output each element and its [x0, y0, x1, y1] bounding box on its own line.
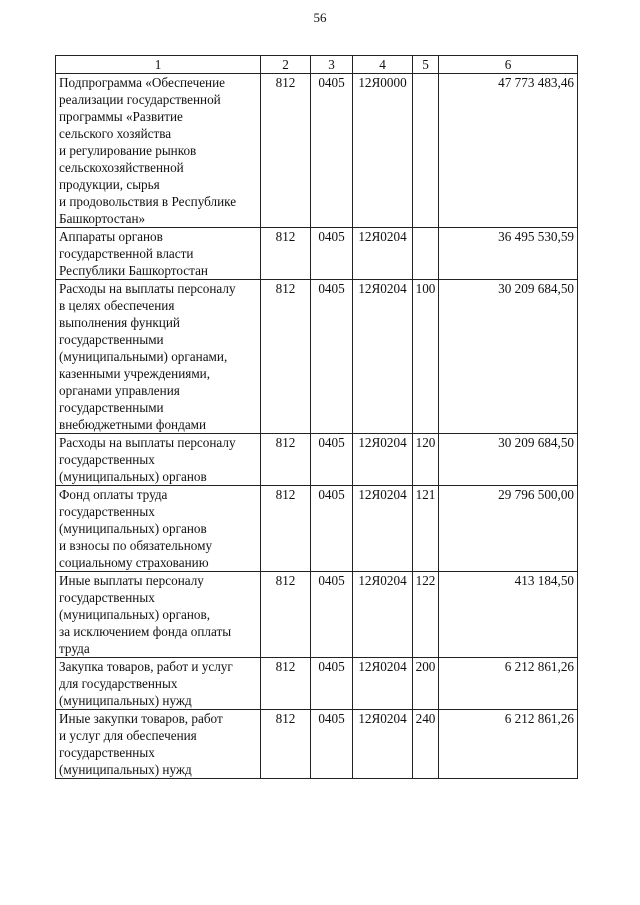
- row-code-target: 12Я0204: [353, 280, 413, 434]
- row-code-target: 12Я0204: [353, 434, 413, 486]
- row-amount: 6 212 861,26: [439, 710, 578, 779]
- table-body: [56, 74, 578, 779]
- row-amount: 413 184,50: [439, 572, 578, 658]
- row-code-ministry: 812: [261, 658, 311, 710]
- row-code-target: 12Я0204: [353, 228, 413, 280]
- header-col-3: 3: [311, 56, 353, 74]
- table-header: [56, 56, 578, 74]
- row-code-section: 0405: [311, 434, 353, 486]
- row-amount: 29 796 500,00: [439, 486, 578, 572]
- row-code-target: 12Я0204: [353, 572, 413, 658]
- row-code-target: 12Я0204: [353, 658, 413, 710]
- row-name-text: Подпрограмма «Обеспечение реализации государственной программы «Развитие сельского хозяйства и регулирование рынков сельскохозяйственной продукции, сырья и продовольствия в Республике Башкортостан»: [59, 75, 237, 226]
- table-row: [56, 434, 578, 486]
- row-code-ministry: 812: [261, 710, 311, 779]
- page-number: 56: [313, 10, 327, 25]
- row-code-expense-type: 121: [413, 486, 439, 572]
- row-name-text: Иные закупки товаров, работ и услуг для обеспечения государственных (муниципальных) нужд: [59, 711, 223, 777]
- row-code-expense-type: 120: [413, 434, 439, 486]
- row-amount: 47 773 483,46: [439, 74, 578, 228]
- row-code-expense-type: 240: [413, 710, 439, 779]
- row-code-section: 0405: [311, 572, 353, 658]
- row-amount: 6 212 861,26: [439, 658, 578, 710]
- header-col-2: 2: [261, 56, 311, 74]
- row-code-ministry: 812: [261, 228, 311, 280]
- row-code-ministry: 812: [261, 434, 311, 486]
- row-code-ministry: 812: [261, 74, 311, 228]
- row-name-text: Иные выплаты персоналу государственных (муниципальных) органов, за исключением фонда оплаты труда: [59, 573, 232, 656]
- header-row: [56, 56, 578, 74]
- table-row: [56, 658, 578, 710]
- table-row: [56, 710, 578, 779]
- row-name-text: Закупка товаров, работ и услуг для государственных (муниципальных) нужд: [59, 659, 233, 708]
- row-code-ministry: 812: [261, 572, 311, 658]
- row-amount: 30 209 684,50: [439, 280, 578, 434]
- table-row: [56, 280, 578, 434]
- row-name-text: Фонд оплаты труда государственных (муниципальных) органов и взносы по обязательному социальному страхованию: [59, 487, 213, 570]
- row-name: [56, 658, 261, 710]
- table-row: [56, 486, 578, 572]
- row-name-text: Аппараты органов государственной власти Республики Башкортостан: [59, 229, 208, 278]
- row-code-section: 0405: [311, 280, 353, 434]
- row-code-target: 12Я0204: [353, 486, 413, 572]
- row-name-text: Расходы на выплаты персоналу государственных (муниципальных) органов: [59, 435, 236, 484]
- row-name-text: Расходы на выплаты персоналу в целях обеспечения выполнения функций государственными (муниципальными) органами, казенными учреждениями, органами управления государственными внебюджетными фондами: [59, 281, 236, 432]
- row-code-expense-type: 200: [413, 658, 439, 710]
- row-name: [56, 280, 261, 434]
- header-col-6: 6: [439, 56, 578, 74]
- row-code-target: 12Я0204: [353, 710, 413, 779]
- row-name: [56, 434, 261, 486]
- table-row: [56, 572, 578, 658]
- row-code-ministry: 812: [261, 486, 311, 572]
- row-amount: 36 495 530,59: [439, 228, 578, 280]
- row-code-ministry: 812: [261, 280, 311, 434]
- row-name: [56, 572, 261, 658]
- row-amount: 30 209 684,50: [439, 434, 578, 486]
- row-code-section: 0405: [311, 74, 353, 228]
- row-code-target: 12Я0000: [353, 74, 413, 228]
- row-code-section: 0405: [311, 658, 353, 710]
- row-code-expense-type: 100: [413, 280, 439, 434]
- header-col-5: 5: [413, 56, 439, 74]
- header-col-4: 4: [353, 56, 413, 74]
- row-code-expense-type: [413, 74, 439, 228]
- header-col-1: 1: [56, 56, 261, 74]
- row-code-section: 0405: [311, 710, 353, 779]
- row-name: [56, 74, 261, 228]
- row-code-expense-type: [413, 228, 439, 280]
- row-code-expense-type: 122: [413, 572, 439, 658]
- table-row: [56, 74, 578, 228]
- row-name: [56, 228, 261, 280]
- row-code-section: 0405: [311, 228, 353, 280]
- table-row: [56, 228, 578, 280]
- row-code-section: 0405: [311, 486, 353, 572]
- row-name: [56, 710, 261, 779]
- row-name: [56, 486, 261, 572]
- budget-table: [55, 55, 578, 779]
